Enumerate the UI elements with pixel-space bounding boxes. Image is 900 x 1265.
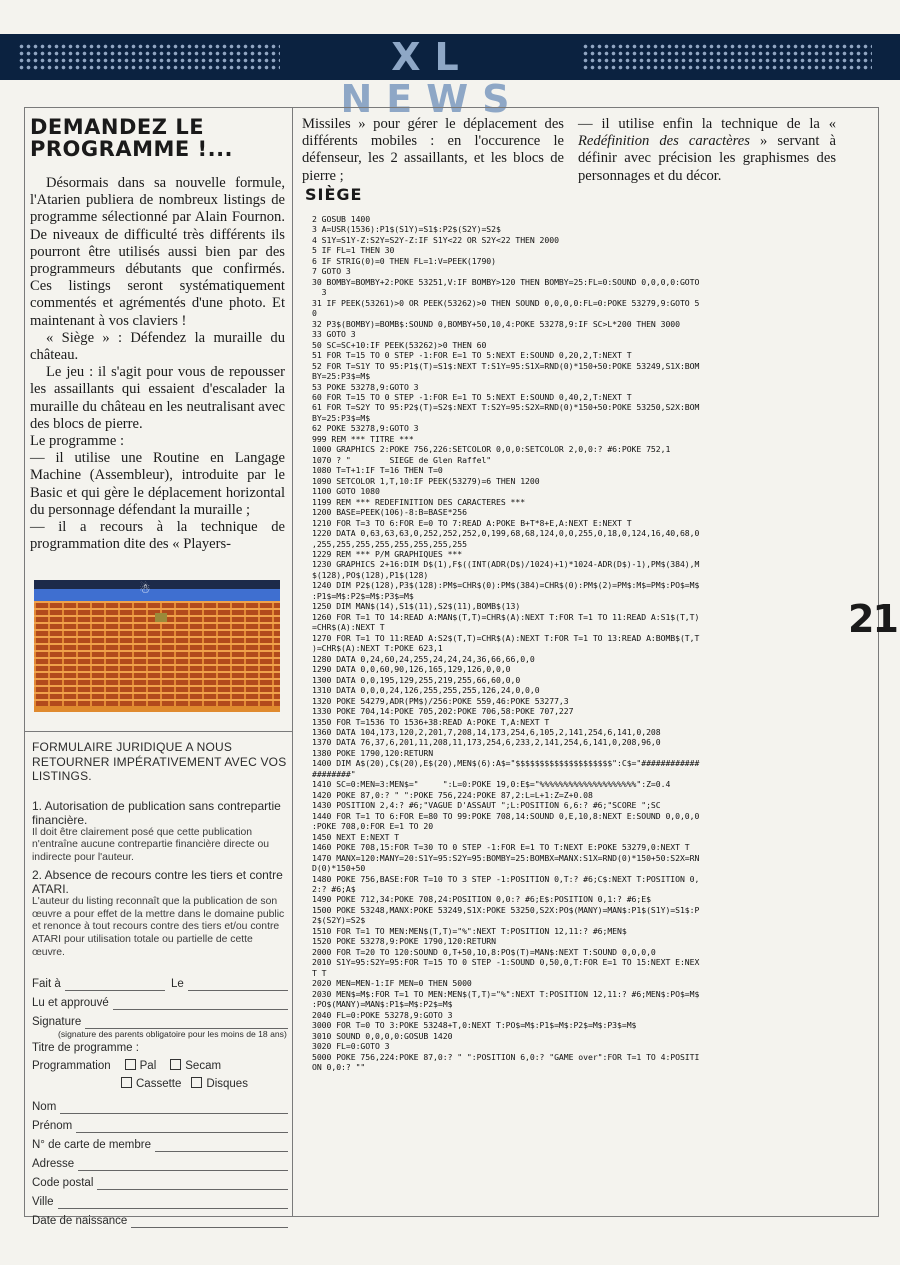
label-signature: Signature: [32, 1015, 82, 1028]
stone-block-sprite: [155, 613, 167, 622]
listing-line: 1100 GOTO 1080: [312, 486, 380, 497]
checkbox-disques-label: Disques: [206, 1077, 248, 1090]
label-programmation: Programmation: [32, 1059, 111, 1072]
banner-dots-right: [582, 43, 872, 71]
listing-line: 1450 NEXT E:NEXT T: [312, 831, 400, 842]
listing-line: 1500 POKE 53248,MANX:POKE 53249,S1X:POKE 53250,S2X:PO$(MANY)=MAN$:P1$(S1Y)=S1$:P: [312, 904, 700, 915]
banner-title: XL NEWS: [340, 35, 524, 121]
conclusion-text-b: » servant à définir avec précision les graphismes des personnages et du décor.: [578, 133, 836, 184]
listing-line: 33 GOTO 3: [312, 329, 356, 340]
field-fait-a[interactable]: [32, 972, 288, 991]
listing-line: 1460 POKE 708,15:FOR T=30 TO 0 STEP -1:FOR E=1 TO T:NEXT E:POKE 53279,0:NEXT T: [312, 842, 690, 853]
listing-line: 1260 FOR T=1 TO 14:READ A:MAN$(T,T)=CHR$(A):NEXT T:FOR T=1 TO 11:READ A:S1$(T,T): [312, 611, 700, 622]
article-title-line1: DEMANDEZ LE: [30, 115, 205, 139]
article-paragraph-intro: Désormais dans sa nouvelle formule, l'Atarien publiera de nombreux listings de programme sélectionné par Alain Fournon. De niveaux de difficulté très différents ils pourront être utilisés aussi bien par des programmeurs débutants que confirmés. Ces listings seront systématiquement commentés et agrémentés d'une photo. Et maintenant à vos claviers !: [30, 175, 285, 329]
listing-title: SIÈGE: [305, 185, 363, 204]
listing-line: 32 P3$(BOMBY)=BOMB$:SOUND 0,BOMBY+50,10,4:POKE 53278,9:IF SC>L*200 THEN 3000: [312, 318, 680, 329]
label-ville: Ville: [32, 1195, 54, 1208]
field-nom[interactable]: [32, 1095, 288, 1114]
listing-line: 1520 POKE 53278,9:POKE 1790,120:RETURN: [312, 936, 496, 947]
form-section-1-text: Il doit être clairement posé que cette publication n'entraîne aucune contrepartie financière directe ou indirecte pour l'auteur.: [32, 826, 270, 864]
listing-line: 1510 FOR T=1 TO MEN:MEN$(T,T)="%":NEXT T:POSITION 12,11:? #6;MEN$: [312, 925, 627, 936]
program-listing: [312, 214, 864, 1072]
listing-line: 1080 T=T+1:IF T=16 THEN T=0: [312, 465, 443, 476]
article-paragraph-programme: Le programme :: [30, 433, 125, 450]
field-support: [32, 1073, 288, 1091]
listing-line: 1300 DATA 0,0,195,129,255,219,255,66,60,0,0: [312, 674, 521, 685]
listing-line: 1330 POKE 704,14:POKE 705,202:POKE 706,58:POKE 707,227: [312, 706, 574, 717]
checkbox-secam-box[interactable]: [170, 1059, 181, 1070]
label-code-postal: Code postal: [32, 1176, 94, 1189]
listing-line: 1400 DIM A$(20),C$(20),E$(20),MEN$(6):A$="$$$$$$$$$$$$$$$$$$$$":C$="############: [312, 758, 700, 769]
listing-line: 1420 POKE 87,0:? " ":POKE 756,224:POKE 87,2:L=L+1:Z=Z+0.08: [312, 789, 593, 800]
field-lu-approuve[interactable]: [32, 991, 288, 1010]
listing-line: 5 IF FL=1 THEN 30: [312, 245, 395, 256]
field-ville[interactable]: [32, 1190, 288, 1209]
listing-line: 1229 REM *** P/M GRAPHIQUES ***: [312, 549, 463, 559]
listing-line: D(0)*150+50: [312, 863, 366, 874]
checkbox-pal[interactable]: [125, 1059, 157, 1073]
form-section-2-title: 2. Absence de recours contre les tiers et contre ATARI.: [32, 867, 283, 896]
listing-line: :P1$=M$:P2$=M$:P3$=M$: [312, 590, 414, 601]
listing-line: 1320 POKE 54279,ADR(PM$)/256:POKE 559,46:POKE 53277,3: [312, 695, 569, 706]
listing-line: 61 FOR T=S2Y TO 95:P2$(T)=S2$:NEXT T:S2Y=95:S2X=RND(0)*150+50:POKE 53250,S2X:BOM: [312, 402, 700, 413]
label-nom: Nom: [32, 1100, 57, 1113]
article-title: [30, 116, 290, 160]
listing-line: 1000 GRAPHICS 2:POKE 756,226:SETCOLOR 0,0,0:SETCOLOR 2,0,0:? #6:POKE 752,1: [312, 444, 671, 455]
listing-line: ########": [312, 768, 356, 779]
listing-line: 1480 POKE 756,BASE:FOR T=10 TO 3 STEP -1:POSITION 0,T:? #6;C$:NEXT T:POSITION 0,: [312, 873, 700, 884]
listing-line: 3: [312, 287, 327, 298]
listing-line: 1310 DATA 0,0,0,24,126,255,255,255,126,24,0,0,0: [312, 685, 540, 696]
listing-line: 6 IF STRIG(0)=0 THEN FL=1:V=PEEK(1790): [312, 255, 496, 266]
article-paragraph-jeu: Le jeu : il s'agit pour vous de repousser les assaillants qui essaient d'escalader la muraille du château en les neutralisant avec des blocs de pierre.: [30, 364, 285, 432]
article-paragraph-siege: « Siège » : Défendez la muraille du château.: [30, 329, 285, 364]
signature-note: (signature des parents obligatoire pour les moins de 18 ans): [58, 1028, 287, 1039]
listing-line: 1200 BASE=PEEK(106)-8:B=BASE*256: [312, 507, 467, 518]
listing-line: 1220 DATA 0,63,63,63,0,252,252,252,0,199,68,68,124,0,0,255,0,18,0,124,16,40,68,0: [312, 528, 700, 539]
field-adresse[interactable]: [32, 1152, 288, 1171]
listing-line: 31 IF PEEK(53261)>0 OR PEEK(53262)>0 THEN SOUND 0,0,0,0:FL=0:POKE 53279,9:GOTO 5: [312, 297, 700, 308]
form-section-1-title: 1. Autorisation de publication sans contrepartie financière.: [32, 798, 281, 827]
conclusion-italic: Redéfinition des caractères: [578, 133, 750, 150]
listing-line: =CHR$(A):NEXT T: [312, 622, 385, 633]
form-divider: [24, 731, 293, 732]
listing-line: :POKE 708,0:FOR E=1 TO 20: [312, 821, 434, 832]
form-heading: FORMULAIRE JURIDIQUE A NOUS RETOURNER IMPÉRATIVEMENT AVEC VOS LISTINGS.: [32, 740, 287, 783]
listing-line: ,255,255,255,255,255,255,255,255: [312, 538, 467, 549]
listing-line: 3020 FL=0:GOTO 3: [312, 1041, 390, 1052]
listing-line: BY=25:P3$=M$: [312, 371, 371, 382]
page-number: 21: [848, 597, 897, 641]
listing-line: 1290 DATA 0,0,60,90,126,165,129,126,0,0,0: [312, 664, 511, 675]
column-divider: [292, 107, 293, 1216]
listing-line: 1430 POSITION 2,4:? #6;"VAGUE D'ASSAUT ";L:POSITION 6,6:? #6;"SCORE ";SC: [312, 800, 661, 811]
listing-line: T T: [312, 967, 327, 978]
article-body: [30, 175, 285, 553]
listing-line: 1280 DATA 0,24,60,24,255,24,24,24,36,66,66,0,0: [312, 653, 535, 664]
listing-line: 60 FOR T=15 TO 0 STEP -1:FOR E=1 TO 5:NEXT E:SOUND 0,40,2,T:NEXT T: [312, 391, 632, 402]
listing-line: 2000 FOR T=20 TO 120:SOUND 0,T+50,10,8:PO$(T)=MAN$:NEXT T:SOUND 0,0,0,0: [312, 946, 656, 957]
listing-line: 5000 POKE 756,224:POKE 87,0:? " ":POSITION 6,0:? "GAME over":FOR T=1 TO 4:POSITI: [312, 1051, 700, 1062]
checkbox-pal-label: Pal: [139, 1059, 157, 1072]
checkbox-secam-label: Secam: [185, 1059, 222, 1072]
listing-line: 2030 MEN$=M$:FOR T=1 TO MEN:MEN$(T,T)="%":NEXT T:POSITION 12,11:? #6;MEN$:PO$=M$: [312, 988, 700, 999]
listing-line: $(128),PO$(128),P1$(128): [312, 569, 429, 580]
label-carte-membre: N° de carte de membre: [32, 1138, 152, 1151]
label-adresse: Adresse: [32, 1157, 75, 1170]
field-prenom[interactable]: [32, 1114, 288, 1133]
form-section-2-text: L'auteur du listing reconnaît que la publication de son œuvre a pour effet de la mettre dans le domaine public et renonce à tout recours contre des tiers et/ou contre ATARI pour utilisation totale ou partielle de cette œuvre.: [32, 895, 285, 959]
game-screenshot: [34, 580, 280, 712]
listing-line: ON 0,0:? "": [312, 1061, 366, 1072]
listing-line: 1410 SC=0:MEN=3:MEN$=" ":L=0:POKE 19,0:E$="%%%%%%%%%%%%%%%%%%%%":Z=0.4: [312, 779, 671, 790]
listing-line: 1199 REM *** REDEFINITION DES CARACTERES ***: [312, 496, 526, 507]
field-signature[interactable]: [32, 1010, 288, 1029]
listing-line: 1230 GRAPHICS 2+16:DIM D$(1),F$((INT(ADR(D$)/1024)+1)*1024-ADR(D$)-1),PM$(384),M: [312, 559, 700, 570]
listing-line: 1350 FOR T=1536 TO 1536+38:READ A:POKE T,A:NEXT T: [312, 716, 550, 727]
listing-line: 1270 FOR T=1 TO 11:READ A:S2$(T,T)=CHR$(A):NEXT T:FOR T=1 TO 13:READ A:BOMB$(T,T: [312, 632, 700, 643]
listing-line: 2040 FL=0:POKE 53278,9:GOTO 3: [312, 1009, 453, 1020]
listing-line: BY=25:P3$=M$: [312, 412, 371, 423]
label-date-naissance: Date de naissance: [32, 1214, 128, 1227]
article-paragraph-players: — il a recours à la technique de programmation dite des « Players-: [30, 519, 285, 553]
listing-line: 1490 POKE 712,34:POKE 708,24:POSITION 0,0:? #6;E$:POSITION 0,1:? #6;E$: [312, 894, 651, 905]
checkbox-cassette[interactable]: [121, 1077, 181, 1091]
listing-line: 1470 MANX=120:MANY=20:S1Y=95:S2Y=95:BOMBY=25:BOMBX=MANX:S1X=RND(0)*150+50:S2X=RN: [312, 852, 700, 863]
listing-line: 30 BOMBY=BOMBY+2:POKE 53251,V:IF BOMBY>120 THEN BOMBY=25:FL=0:SOUND 0,0,0,0:GOTO: [312, 276, 700, 287]
defender-sprite: ☃: [139, 581, 151, 596]
listing-line: )=CHR$(A):NEXT T:POKE 623,1: [312, 643, 443, 654]
field-date-naissance[interactable]: [32, 1209, 288, 1228]
banner-dots-left: [18, 43, 280, 71]
listing-line: 1440 FOR T=1 TO 6:FOR E=80 TO 99:POKE 708,14:SOUND 0,E,10,8:NEXT E:SOUND 0,0,0,0: [312, 810, 700, 821]
listing-line: 53 POKE 53278,9:GOTO 3: [312, 381, 419, 392]
header-banner: [0, 34, 900, 121]
label-titre-programme: Titre de programme :: [32, 1041, 139, 1054]
listing-line: 1210 FOR T=3 TO 6:FOR E=0 TO 7:READ A:POKE B+T*8+E,A:NEXT E:NEXT T: [312, 517, 632, 528]
field-programmation: [32, 1055, 288, 1073]
label-lu-approuve: Lu et approuvé: [32, 996, 109, 1009]
listing-line: 3010 SOUND 0,0,0,0:GOSUB 1420: [312, 1030, 453, 1041]
checkbox-cassette-label: Cassette: [136, 1077, 182, 1090]
field-carte-membre[interactable]: [32, 1133, 288, 1152]
listing-line: 62 POKE 53278,9:GOTO 3: [312, 423, 419, 434]
checkbox-disques[interactable]: [191, 1077, 248, 1091]
article-continuation: Missiles » pour gérer le déplacement des différents mobiles : en l'occurence le défenseur, les 2 assaillants, et les blocs de pierre ;: [302, 116, 564, 184]
listing-line: 4 S1Y=S1Y-Z:S2Y=S2Y-Z:IF S1Y<22 OR S2Y<22 THEN 2000: [312, 234, 559, 245]
article-paragraph-routine: — il utilise une Routine en Langage Machine (Assembleur), introduite par le Basic et qui gère le déplacement horizontal du personnage défendant la muraille ;: [30, 450, 285, 518]
listing-line: 1370 DATA 76,37,6,201,11,208,11,173,254,6,233,2,141,254,6,141,0,208,96,0: [312, 737, 661, 748]
article-conclusion: [578, 116, 836, 185]
field-code-postal[interactable]: [32, 1171, 288, 1190]
listing-line: 1360 DATA 104,173,120,2,201,7,208,14,173,254,6,105,2,141,254,6,141,0,208: [312, 726, 661, 737]
conclusion-text-a: — il utilise enfin la technique de la «: [578, 116, 836, 132]
checkbox-secam[interactable]: [170, 1059, 221, 1073]
checkbox-pal-box[interactable]: [125, 1059, 136, 1070]
listing-line: 2020 MEN=MEN-1:IF MEN=0 THEN 5000: [312, 978, 472, 989]
listing-line: 2 GOSUB 1400: [312, 214, 371, 224]
label-fait-a: Fait à: [32, 977, 61, 990]
listing-line: 1240 DIM P2$(128),P3$(128):PM$=CHR$(0):PM$(384)=CHR$(0):PM$(2)=PM$:M$=PM$:PO$=M$: [312, 580, 700, 591]
label-prenom: Prénom: [32, 1119, 73, 1132]
field-titre-programme[interactable]: [32, 1039, 288, 1055]
listing-line: 1250 DIM MAN$(14),S1$(11),S2$(11),BOMB$(13): [312, 601, 521, 612]
listing-line: 3000 FOR T=0 TO 3:POKE 53248+T,0:NEXT T:PO$=M$:P1$=M$:P2$=M$:P3$=M$: [312, 1020, 637, 1031]
listing-line: 2$(S2Y)=S2$: [312, 915, 366, 926]
checkbox-disques-box[interactable]: [191, 1077, 202, 1088]
listing-line: 52 FOR T=S1Y TO 95:P1$(T)=S1$:NEXT T:S1Y=95:S1X=RND(0)*150+50:POKE 53249,S1X:BOM: [312, 360, 700, 371]
listing-line: 1380 POKE 1790,120:RETURN: [312, 747, 434, 758]
checkbox-cassette-box[interactable]: [121, 1077, 132, 1088]
listing-line: 999 REM *** TITRE ***: [312, 433, 414, 444]
listing-line: 1070 ? " SIEGE de Glen Raffel": [312, 454, 492, 465]
listing-line: 2:? #6;A$: [312, 884, 356, 894]
listing-line: 51 FOR T=15 TO 0 STEP -1:FOR E=1 TO 5:NEXT E:SOUND 0,20,2,T:NEXT T: [312, 350, 632, 361]
listing-line: 7 GOTO 3: [312, 266, 351, 277]
label-le: Le: [170, 977, 184, 990]
article-title-line2: PROGRAMME !...: [30, 137, 234, 161]
listing-line: 2010 S1Y=95:S2Y=95:FOR T=15 TO 0 STEP -1:SOUND 0,50,0,T:FOR E=1 TO 15:NEXT E:NEX: [312, 957, 700, 968]
listing-line: 50 SC=SC+10:IF PEEK(53262)>0 THEN 60: [312, 339, 487, 350]
listing-line: 3 A=USR(1536):P1$(S1Y)=S1$:P2$(S2Y)=S2$: [312, 224, 501, 235]
legal-form: [32, 740, 288, 1228]
listing-line: 1090 SETCOLOR 1,T,10:IF PEEK(53279)=6 THEN 1200: [312, 475, 540, 486]
listing-line: 0: [312, 308, 317, 319]
listing-line: :PO$(MANY)=MAN$:P1$=M$:P2$=M$: [312, 999, 453, 1010]
